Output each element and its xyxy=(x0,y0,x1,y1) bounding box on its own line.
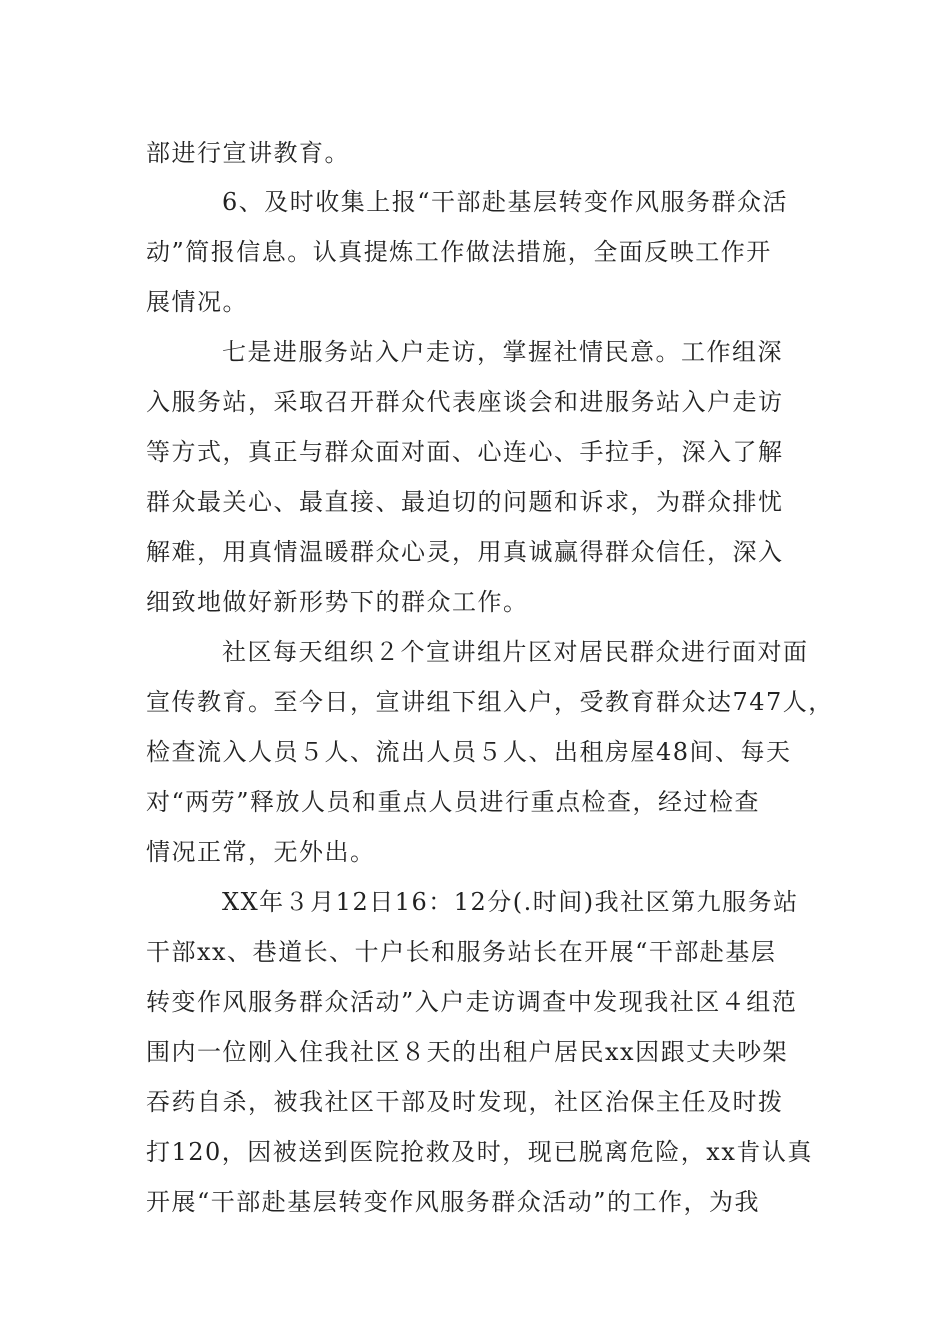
text-line: XX年３月12日16：12分(.时间)我社区第九服务站 xyxy=(222,888,799,916)
text-line: 部进行宣讲教育。 xyxy=(146,139,350,167)
text-line: 吞药自杀，被我社区干部及时发现，社区治保主任及时拨 xyxy=(146,1088,784,1116)
text-line: 细致地做好新形势下的群众工作。 xyxy=(146,588,529,616)
text-line: 入服务站，采取召开群众代表座谈会和进服务站入户走访 xyxy=(146,388,784,416)
text-line: 宣传教育。至今日，宣讲组下组入户，受教育群众达747人， xyxy=(146,688,834,716)
text-line: 检查流入人员５人、流出人员５人、出租房屋48间、每天 xyxy=(146,738,792,766)
text-line: 干部xx、巷道长、十户长和服务站长在开展“干部赴基层 xyxy=(146,938,777,966)
text-line: 动”简报信息。认真提炼工作做法措施，全面反映工作开 xyxy=(146,238,772,266)
text-line: 转变作风服务群众活动”入户走访调查中发现我社区４组范 xyxy=(146,988,798,1016)
text-line: 开展“干部赴基层转变作风服务群众活动”的工作，为我 xyxy=(146,1188,761,1216)
text-line: 解难，用真情温暖群众心灵，用真诚赢得群众信任，深入 xyxy=(146,538,784,566)
text-line: 情况正常，无外出。 xyxy=(146,838,376,866)
text-line: 等方式，真正与群众面对面、心连心、手拉手，深入了解 xyxy=(146,438,784,466)
text-line: 6、及时收集上报“干部赴基层转变作风服务群众活 xyxy=(222,188,789,216)
text-line: 七是进服务站入户走访，掌握社情民意。工作组深 xyxy=(222,338,783,366)
text-line: 社区每天组织２个宣讲组片区对居民群众进行面对面 xyxy=(222,638,809,666)
text-line: 围内一位刚入住我社区８天的出租户居民xx因跟丈夫吵架 xyxy=(146,1038,789,1066)
text-line: 对“两劳”释放人员和重点人员进行重点检查，经过检查 xyxy=(146,788,761,816)
text-line: 群众最关心、最直接、最迫切的问题和诉求，为群众排忧 xyxy=(146,488,784,516)
text-line: 展情况。 xyxy=(146,288,248,316)
text-line: 打120，因被送到医院抢救及时，现已脱离危险，xx肯认真 xyxy=(146,1138,813,1166)
